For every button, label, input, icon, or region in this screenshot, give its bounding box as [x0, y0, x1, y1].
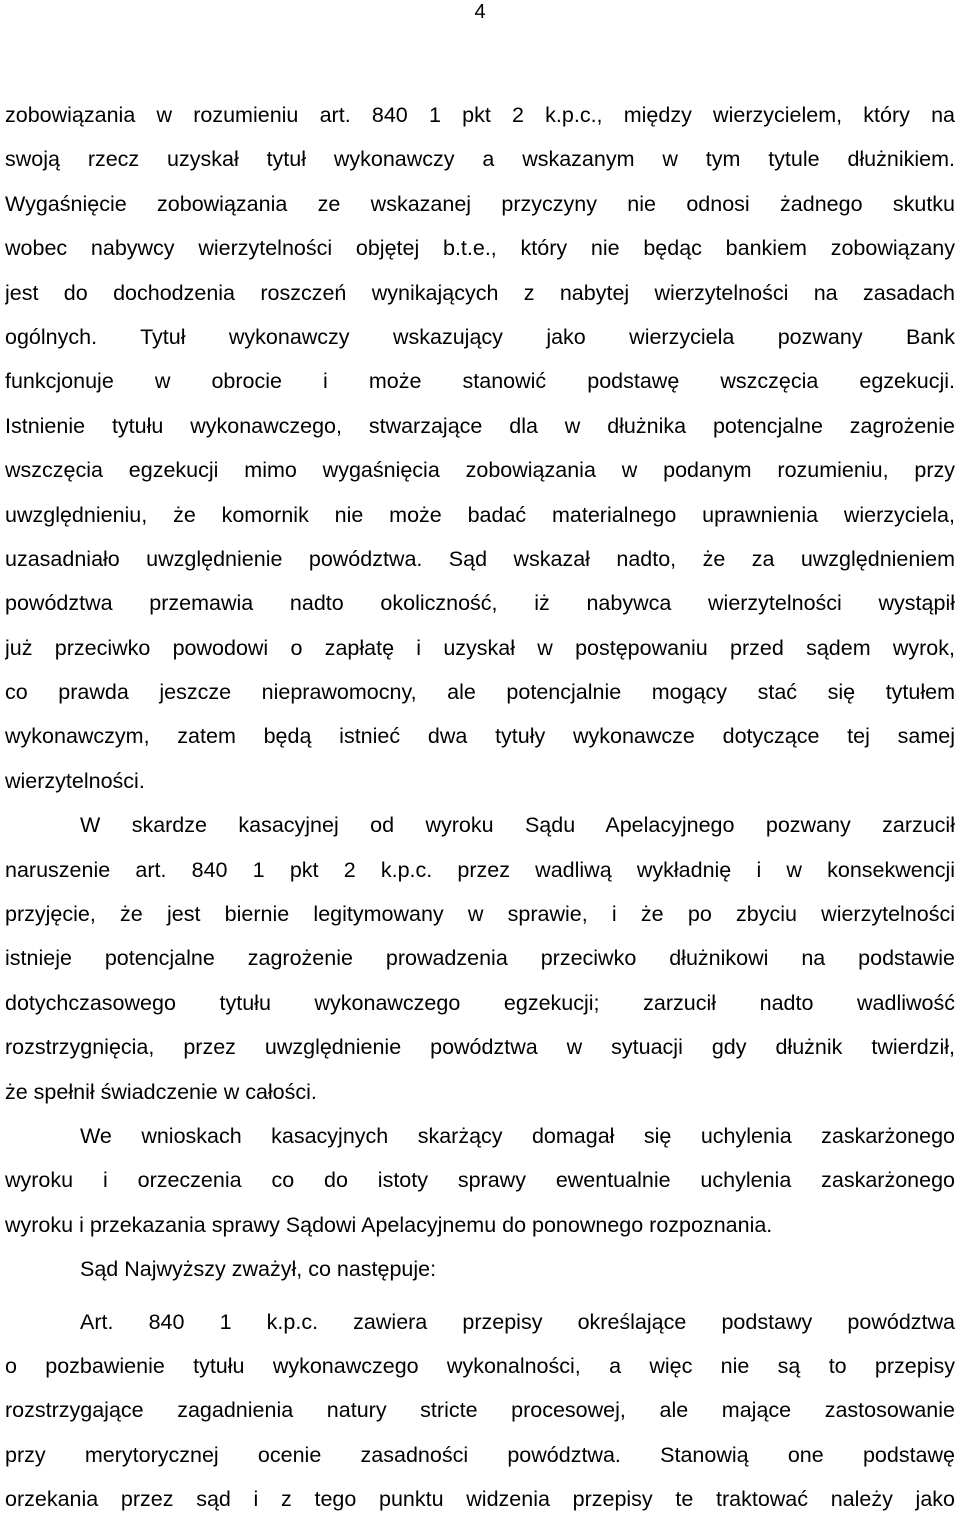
text-line: zobowiązania w rozumieniu art. 840 1 pkt 2 k.p.c., między wierzycielem, który na: [5, 103, 955, 127]
text-line: Art. 840 1 k.p.c. zawiera przepisy określające podstawy powództwa: [80, 1309, 955, 1334]
text-line: rozstrzygające zagadnienia natury stricte procesowej, ale mające zastosowanie: [5, 1398, 955, 1423]
text-line: uzasadniało uwzględnienie powództwa. Sąd wskazał nadto, że za uwzględnieniem: [5, 546, 955, 571]
text-line: rozstrzygnięcia, przez uwzględnienie powództwa w sytuacji gdy dłużnik twierdził,: [5, 1035, 955, 1060]
text-line: dotychczasowego tytułu wykonawczego egzekucji; zarzucił nadto wadliwość: [5, 990, 955, 1015]
text-line: wyroku i przekazania sprawy Sądowi Apelacyjnemu do ponownego rozpoznania.: [5, 1212, 773, 1237]
text-line: że spełnił świadczenie w całości.: [5, 1079, 317, 1104]
text-line: co prawda jeszcze nieprawomocny, ale potencjalnie mogący stać się tytułem: [5, 680, 955, 705]
text-line: Wygaśnięcie zobowiązania ze wskazanej przyczyny nie odnosi żadnego skutku: [5, 191, 955, 216]
text-line: Istnienie tytułu wykonawczego, stwarzające dla w dłużnika potencjalne zagrożenie: [5, 413, 955, 438]
paragraph-motions: [5, 1114, 955, 1247]
text-line: wierzytelności.: [5, 768, 145, 793]
text-line: naruszenie art. 840 1 pkt 2 k.p.c. przez wadliwą wykładnię i w konsekwencji: [5, 857, 955, 882]
page-number: 4: [474, 1, 486, 23]
paragraph-cassation-appeal: [5, 803, 955, 1114]
paragraph-continuation: [5, 93, 955, 803]
paragraph-court-considered: [5, 1247, 955, 1291]
text-line: uwzględnieniu, że komornik nie może badać materialnego uprawnienia wierzyciela,: [5, 502, 955, 527]
text-line: wyroku i orzeczenia co do istoty sprawy ewentualnie uchylenia zaskarżonego: [5, 1168, 955, 1193]
text-line: powództwa przemawia nadto okoliczność, iż nabywca wierzytelności wystąpił: [5, 591, 955, 616]
document-body: [5, 93, 955, 1522]
text-line: jest do dochodzenia roszczeń wynikających z nabytej wierzytelności na zasadach: [5, 280, 955, 305]
text-line: już przeciwko powodowi o zapłatę i uzyskał w postępowaniu przed sądem wyrok,: [5, 635, 955, 660]
text-line: wykonawczym, zatem będą istnieć dwa tytuły wykonawcze dotyczące tej samej: [5, 724, 955, 749]
text-line: przy merytorycznej ocenie zasadności powództwa. Stanowią one podstawę: [5, 1442, 955, 1467]
text-line: W skardze kasacyjnej od wyroku Sądu Apelacyjnego pozwany zarzucił: [80, 813, 955, 838]
text-line: wobec nabywcy wierzytelności objętej b.t.e., który nie będąc bankiem zobowiązany: [5, 236, 955, 261]
text-line: wszczęcia egzekucji mimo wygaśnięcia zobowiązania w podanym rozumieniu, przy: [5, 458, 955, 483]
text-line: przyjęcie, że jest biernie legitymowany w sprawie, i że po zbyciu wierzytelności: [5, 902, 955, 927]
text-line: istnieje potencjalne zagrożenie prowadzenia przeciwko dłużnikowi na podstawie: [5, 946, 955, 971]
text-line: swoją rzecz uzyskał tytuł wykonawczy a wskazanym w tym tytule dłużnikiem.: [5, 147, 955, 172]
text-line: funkcjonuje w obrocie i może stanowić podstawę wszczęcia egzekucji.: [5, 369, 955, 394]
text-line: ogólnych. Tytuł wykonawczy wskazujący jako wierzyciela pozwany Bank: [5, 324, 955, 349]
paragraph-art-840: [5, 1300, 955, 1522]
text-line: orzekania przez sąd i z tego punktu widzenia przepisy te traktować należy jako: [5, 1487, 955, 1512]
text-line: o pozbawienie tytułu wykonawczego wykonalności, a więc nie są to przepisy: [5, 1353, 955, 1378]
spacer: [5, 1292, 955, 1300]
text-line: We wnioskach kasacyjnych skarżący domagał się uchylenia zaskarżonego: [80, 1123, 955, 1148]
text-line: Sąd Najwyższy zważył, co następuje:: [80, 1257, 437, 1282]
